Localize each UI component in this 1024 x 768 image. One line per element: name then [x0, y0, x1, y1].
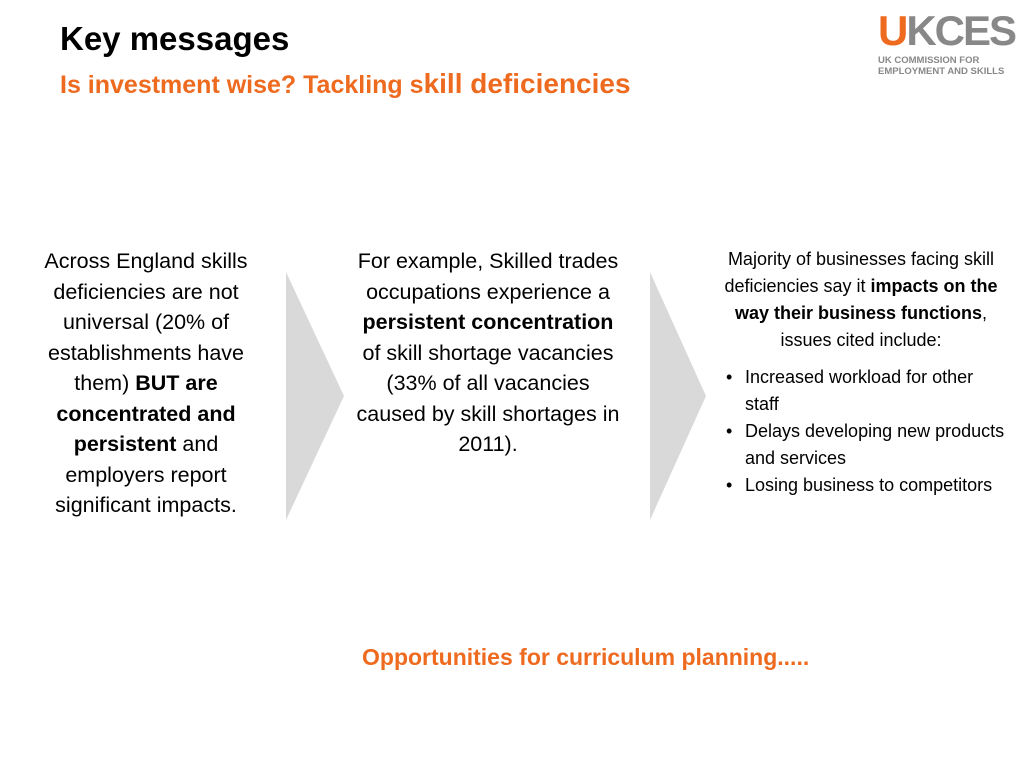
- column-3-bold: impacts on the way their business functions: [734, 276, 998, 323]
- bullet-icon: •: [726, 421, 733, 441]
- footer-callout: Opportunities for curriculum planning.....: [362, 644, 810, 670]
- column-2-bold: persistent concentration: [362, 310, 614, 334]
- chevron-arrow-1: [286, 272, 344, 520]
- logo-tagline-line-1: UK COMMISSION FOR: [878, 55, 980, 66]
- slide-title: Key messages: [60, 20, 290, 57]
- logo-mark: [878, 7, 1016, 54]
- column-1-bold: BUT are concentrated and persistent: [56, 371, 236, 456]
- logo-mark-accent: U: [878, 7, 907, 54]
- logo-mark-rest: KCES: [906, 7, 1016, 54]
- list-item: [716, 364, 1006, 418]
- list-item-text: Losing business to competitors: [745, 475, 993, 495]
- list-item-text: Increased workload for other staff: [745, 367, 974, 414]
- column-3-text-after: , issues cited include:: [780, 303, 988, 350]
- message-column-1: [36, 246, 256, 521]
- list-item: [716, 472, 1006, 499]
- subtitle-part-1: Is investment wise? Tackling s: [60, 71, 424, 99]
- logo-tagline-line-2: EMPLOYMENT AND SKILLS: [878, 66, 1005, 77]
- message-column-3: [716, 246, 1006, 499]
- column-1-text-before: Across England skills deficiencies are not universal (20% of establishments have them): [44, 249, 248, 395]
- chevron-arrow-2: [650, 272, 706, 520]
- issues-list: [716, 364, 1006, 499]
- bullet-icon: •: [726, 367, 733, 387]
- column-1-text-after: and employers report significant impacts.: [55, 432, 237, 517]
- column-3-text-before: Majority of businesses facing skill deficiencies say it: [724, 249, 995, 296]
- column-2-text-before: For example, Skilled trades occupations experience a: [357, 249, 619, 304]
- column-2-text-after: of skill shortage vacancies (33% of all vacancies caused by skill shortages in 2011).: [356, 340, 620, 456]
- subtitle-part-2: kill deficiencies: [423, 68, 631, 99]
- list-item-text: Delays developing new products and services: [745, 421, 1005, 468]
- bullet-icon: •: [726, 475, 733, 495]
- slide-subtitle: [60, 68, 631, 100]
- ukces-logo: [878, 7, 1016, 77]
- message-column-2: [356, 246, 620, 460]
- list-item: [716, 418, 1006, 472]
- logo-tagline: [878, 55, 1013, 77]
- column-3-intro: [716, 246, 1006, 354]
